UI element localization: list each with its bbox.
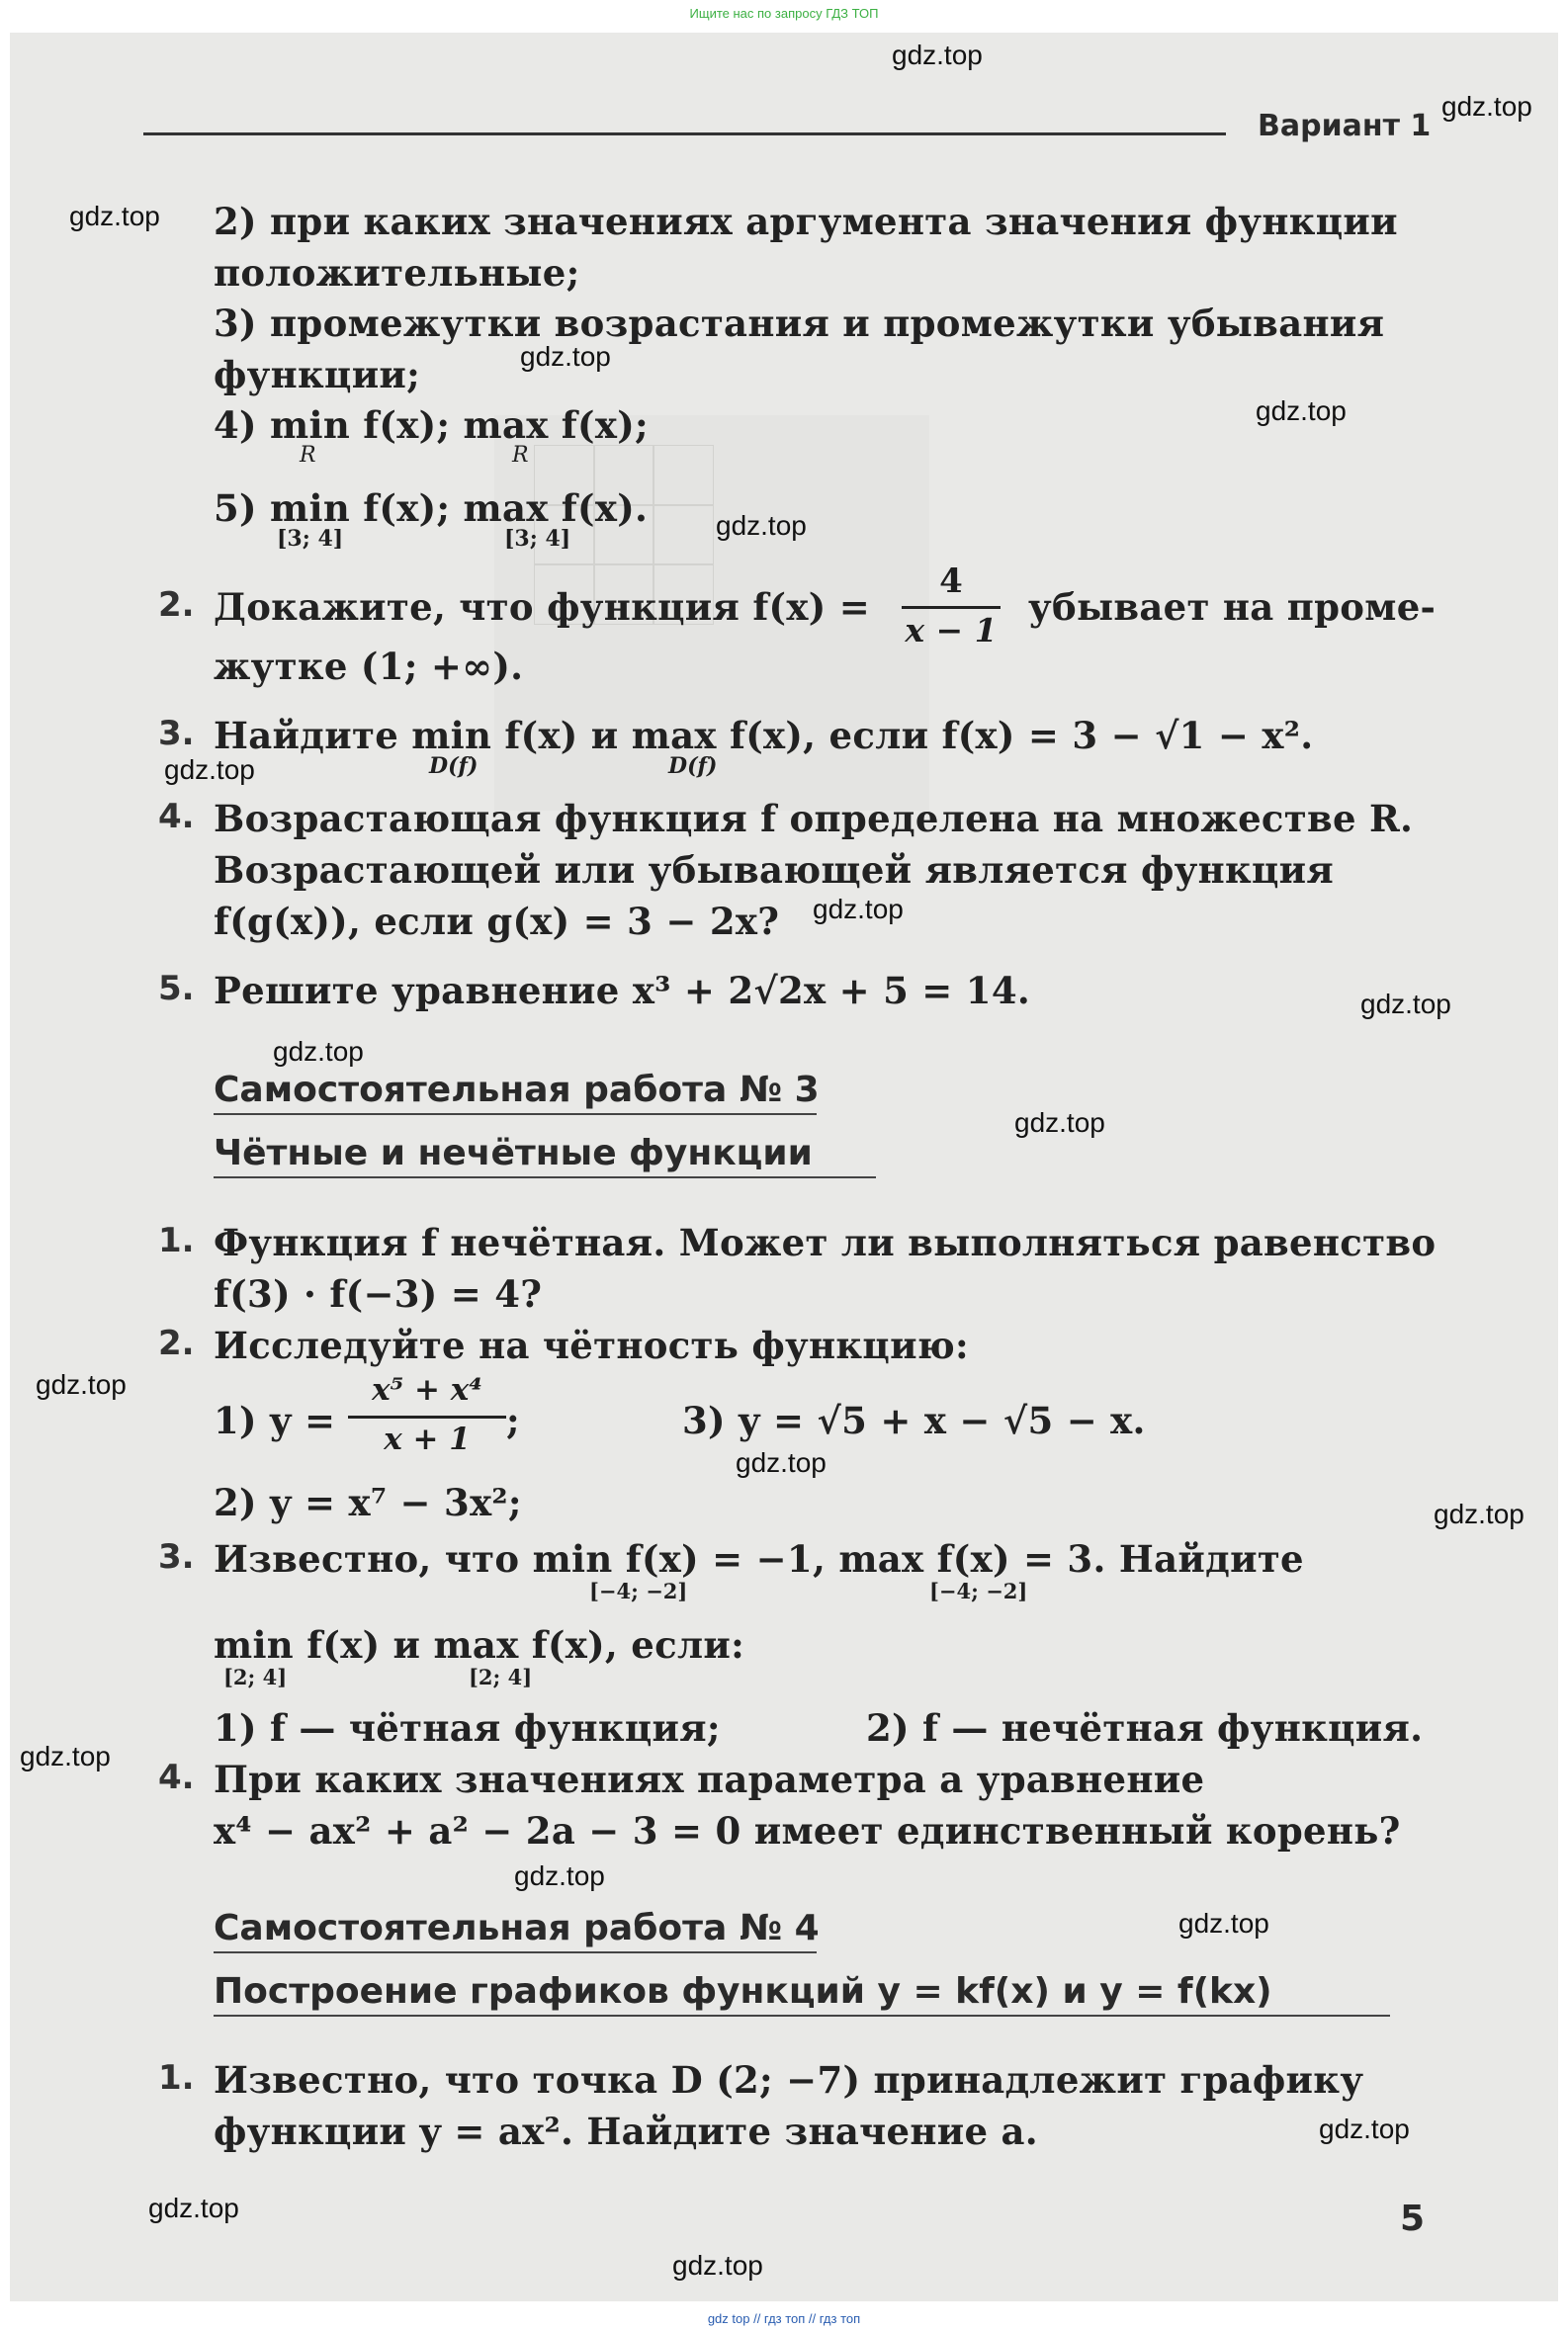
task3-sub1: D(f) [429,753,479,779]
watermark: gdz.top [164,754,255,785]
w4-task1-line2: функции y = ax². Найдите значение a. [214,2110,1038,2153]
w3-task3-case1: 1) f — чётная функция; [214,1706,721,1750]
task5-line: Решите уравнение x³ + 2√2x + 5 = 14. [214,969,1031,1012]
w3-task1-line2: f(3) · f(−3) = 4? [214,1272,543,1316]
w3-task3-sub4: [2; 4] [469,1665,533,1689]
w3-task3-line1: Известно, что min f(x) = −1, max f(x) = 3. Найдите [214,1537,1304,1581]
w3-task3-case2: 2) f — нечётная функция. [866,1706,1424,1750]
watermark: gdz.top [892,40,983,70]
variant-label: Вариант 1 [1258,109,1432,143]
task2-frac-den: x − 1 [905,611,998,649]
w3-task3-sub3: [2; 4] [223,1665,288,1689]
work3-title: Самостоятельная работа № 3 [214,1070,820,1110]
watermark: gdz.top [1360,989,1451,1019]
w3-task3-line2: min f(x) и max f(x), если: [214,1623,745,1667]
work4-title-rule [214,1951,817,1953]
task4-line2: Возрастающей или убывающей является функция [214,848,1335,892]
w3-task1-number: 1. [158,1221,195,1260]
w3-task4-line2: x⁴ − ax² + a² − 2a − 3 = 0 имеет единственный корень? [214,1809,1401,1853]
watermark: gdz.top [273,1036,364,1067]
w3-task2-item3: 3) y = √5 + x − √5 − x. [682,1399,1146,1442]
task4-number: 4. [158,797,195,836]
watermark: gdz.top [1441,91,1532,122]
task2-number: 2. [158,585,195,625]
watermark: gdz.top [20,1741,111,1771]
top-banner[interactable]: Ищите нас по запросу ГДЗ ТОП [689,6,879,21]
item5-text: 5) min f(x); max f(x). [214,486,649,530]
w3-task2-item1-b: ; [506,1399,520,1442]
work3-subtitle: Чётные и нечётные функции [214,1133,813,1173]
item5-sub1: [3; 4] [277,526,344,552]
w3-task4-number: 4. [158,1758,195,1797]
w3-task3-number: 3. [158,1537,195,1577]
watermark: gdz.top [69,201,160,231]
task2-line2: жутке (1; +∞). [214,645,524,688]
work3-title-rule [214,1113,817,1115]
header-rule [143,132,1226,135]
w3-task2-frac-bar [348,1416,506,1419]
work4-subtitle-rule [214,2015,1390,2017]
w3-task2-item2: 2) y = x⁷ − 3x²; [214,1481,522,1524]
w3-task2-frac-den: x + 1 [384,1422,471,1457]
watermark: gdz.top [813,894,904,924]
work3-subtitle-rule [214,1176,876,1178]
watermark: gdz.top [1319,2114,1410,2144]
w4-task1-number: 1. [158,2058,195,2098]
watermark: gdz.top [1434,1499,1524,1529]
work4-title: Самостоятельная работа № 4 [214,1908,820,1948]
w3-task1-line1: Функция f нечётная. Может ли выполняться равенство [214,1221,1437,1264]
task2-line1-b: убывает на проме- [1028,585,1437,629]
watermark: gdz.top [1178,1908,1269,1939]
item3-line1: 3) промежутки возрастания и промежутки убывания [214,302,1385,345]
w3-task3-sub2: [−4; −2] [929,1579,1028,1603]
task2-frac-bar [902,606,1001,609]
watermark: gdz.top [514,1860,605,1891]
task4-line1: Возрастающая функция f определена на множестве R. [214,797,1414,840]
watermark: gdz.top [736,1447,827,1478]
task2-line1-a: Докажите, что функция f(x) = [214,585,870,629]
watermark: gdz.top [672,2250,763,2281]
watermark: gdz.top [1014,1107,1105,1138]
item2-line1: 2) при каких значениях аргумента значения функции [214,200,1398,243]
task3-sub2: D(f) [668,753,718,779]
w4-task1-line1: Известно, что точка D (2; −7) принадлежит графику [214,2058,1364,2102]
w3-task2-line: Исследуйте на чётность функцию: [214,1324,970,1367]
w3-task4-line1: При каких значениях параметра a уравнение [214,1758,1205,1801]
item5-sub2: [3; 4] [504,526,571,552]
item4-text: 4) min f(x); max f(x); [214,403,649,447]
w3-task2-number: 2. [158,1324,195,1363]
item2-line2: положительные; [214,251,580,295]
w3-task2-item1-a: 1) y = [214,1399,336,1442]
watermark: gdz.top [36,1369,127,1400]
watermark: gdz.top [716,510,807,541]
watermark: gdz.top [1256,395,1347,426]
task3-line: Найдите min f(x) и max f(x), если f(x) = 3 − √1 − x². [214,714,1314,757]
item4-sub1: R [300,443,316,468]
work4-subtitle: Построение графиков функций y = kf(x) и y = f(kx) [214,1971,1272,2012]
item4-sub2: R [512,443,529,468]
w3-task3-sub1: [−4; −2] [589,1579,688,1603]
w3-task2-frac-num: x⁵ + x⁴ [372,1372,482,1408]
task5-number: 5. [158,969,195,1008]
bottom-banner[interactable]: gdz top // гдз топ // гдз топ [707,2311,861,2326]
watermark: gdz.top [520,341,611,372]
item3-line2: функции; [214,353,421,396]
task3-number: 3. [158,714,195,753]
task4-line3: f(g(x)), если g(x) = 3 − 2x? [214,900,780,943]
page-number: 5 [1400,2199,1426,2239]
task2-frac-num: 4 [939,561,963,601]
watermark: gdz.top [148,2193,239,2223]
